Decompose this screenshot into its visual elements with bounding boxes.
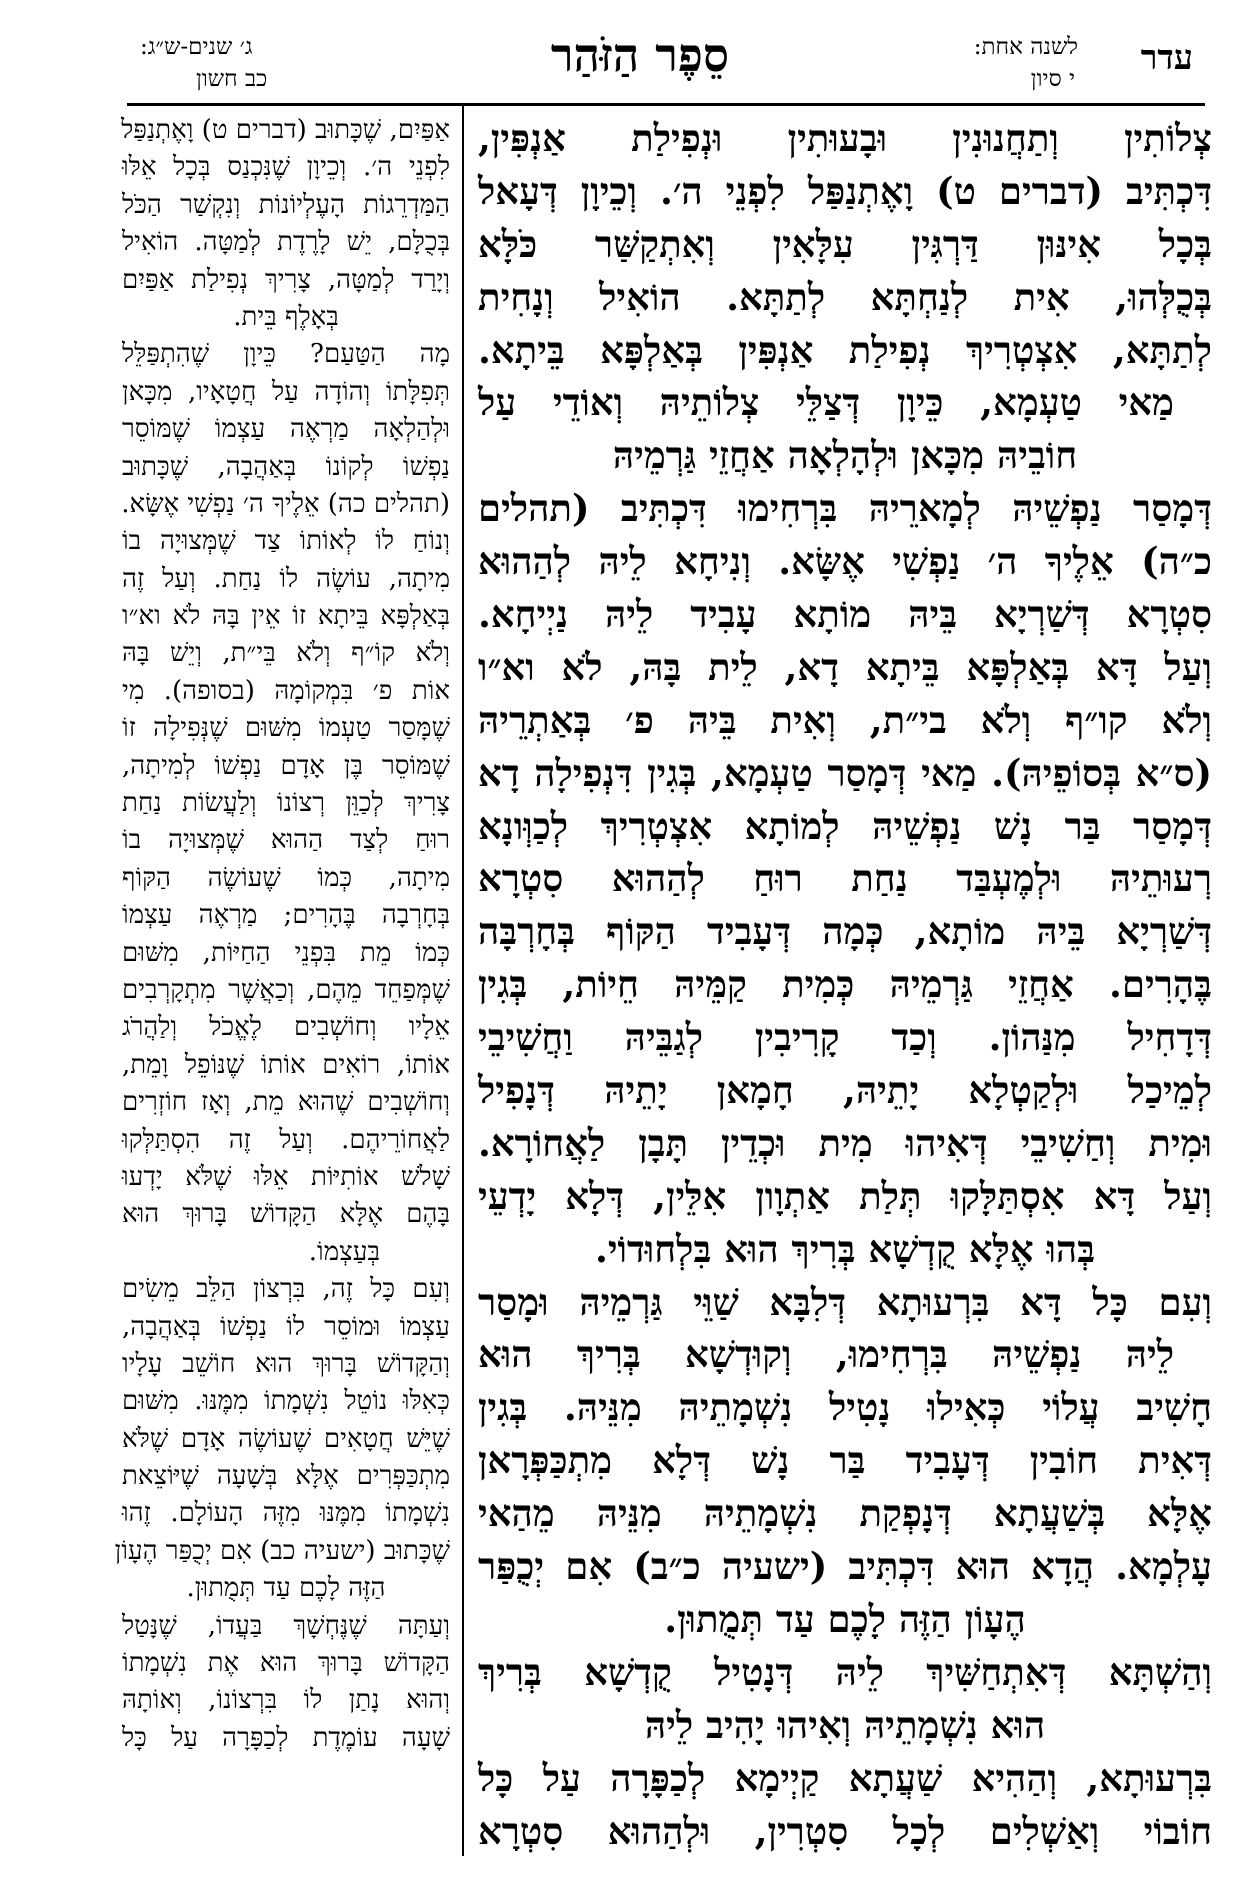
- column-divider: [462, 106, 464, 1856]
- text-line: אֶלָּא בְּשַׁעֲתָא דְּנָפְקַת נִשְׁמָתֵיהּ מִנֵּיהּ מֵהַאי: [478, 1491, 1212, 1536]
- text-line: הַמַּדְרֵגוֹת הָעֶלְיוֹנוֹת וְנִקְשַׁר הַכֹּל: [122, 189, 450, 220]
- text-line: לֵיהּ נַפְשֵׁיהּ בִּרְחִימוּ, וְקוּדְשָׁא בְּרִיךְ הוּא: [478, 1332, 1174, 1377]
- text-line: מִתְכַּפְּרִים אֶלָּא בְּשָׁעָה שֶׁיּוֹצֵאת: [122, 1461, 450, 1492]
- text-line: בְּאַלְפָּא בֵּיתָא זוֹ אֵין בָּהּ לֹא וא״ו: [122, 601, 450, 632]
- text-line: שֶׁמְּפַחֵד מֵהֶם, וְכַאֲשֶׁר מִתְקָרְבִים: [122, 974, 450, 1005]
- text-line: וְחוֹשְׁבִים שֶׁהוּא מֵת, וְאָז חוֹזְרִים: [122, 1087, 450, 1118]
- main-column-aramaic: [478, 112, 1212, 1857]
- text-line: וְעִם כָּל זֶה, בִּרְצוֹן הַלֵּב מֵשִׂים: [122, 1274, 450, 1305]
- text-line: דְּדָחִיל מִנַּהוֹן. וְכַד קָרִיבִין לְגַבֵּיהּ וַחֲשִׁיבֵי: [478, 1015, 1212, 1060]
- text-line: נַפְשׁוֹ לְקוֹנוֹ בְּאַהֲבָה, שֶׁכָּתוּב: [122, 451, 450, 482]
- text-line: חוֹבֵיהּ מִכָּאן וּלְהָלְאָה אַחֲזֵי גַּרְמֵיהּ: [612, 433, 1078, 478]
- text-line: בְּחָרְבָה בֶּהָרִים; מַרְאֶה עַצְמוֹ: [122, 900, 450, 931]
- text-line: דְּשַׁרְיָא בֵּיהּ מוֹתָא, כְּמָה דְּעָבִיד הַקּוֹף בְּחָרְבָּה: [478, 909, 1212, 954]
- text-line: אֵלָיו וְחוֹשְׁבִים לֶאֱכֹל וְלַהֲרֹג: [122, 1012, 450, 1043]
- text-line: לִפְנֵי ה׳. וְכֵיוָן שֶׁנִּכְנַס בְּכָל אֵלּוּ: [122, 152, 450, 183]
- text-line: שֶׁיֵּשׁ חֲטָאִים שֶׁעוֹשֶׂה אָדָם שֶׁלֹּא: [122, 1423, 450, 1454]
- text-line: וְעִם כָּל דָּא בִּרְעוּתָא דְּלִבָּא שַׁוֵּי גַּרְמֵיהּ וּמָסַר: [478, 1279, 1212, 1324]
- text-line: לְתַתָּא, אִצְטְרִיךְ נְפִילַת אַנְפִּין בְּאַלְפָּא בֵּיתָא.: [478, 327, 1212, 372]
- folio-number: עדר: [1140, 38, 1193, 78]
- text-line: וְעַתָּה שֶׁנֶּחְשָׁךְ בַּעֲדוֹ, שֶׁנָּטַל: [122, 1610, 450, 1641]
- text-line: וְלֹא קוֹ״ף וְלֹא בֵּי״ת, וְיֵשׁ בָּהּ: [122, 638, 450, 669]
- text-line: הֶעָוֹן הַזֶּה לָכֶם עַד תְּמֻתוּן.: [664, 1596, 1026, 1641]
- text-line: בְּעַצְמוֹ.: [308, 1236, 380, 1267]
- text-line: בָּהֶם אֶלָּא הַקָּדוֹשׁ בָּרוּךְ הוּא: [122, 1199, 450, 1230]
- text-line: חוֹבוֹי וְאַשְׁלִים לְכָל סִטְרִין, וּלְהַהוּא סִטְרָא: [478, 1808, 1212, 1853]
- text-line: שָׁעָה עוֹמֶדֶת לְכַפָּרָה עַל כָּל: [122, 1722, 450, 1753]
- text-line: מִיתָה, כְּמוֹ שֶׁעוֹשֶׂה הַקּוֹף: [122, 862, 450, 893]
- book-title: סֵפֶר הַזֹּהַר: [550, 28, 730, 82]
- text-line: וְעַל דָּא אִסְתַּלָּקוּ תְּלַת אַתְוָון אִלֵּין, דְּלָא יָדְעֵי: [478, 1173, 1212, 1218]
- text-line: רְעוּתֵיהּ וּלְמֶעְבַּד נַחַת רוּחַ לְהַהוּא סִטְרָא: [478, 856, 1212, 901]
- text-line: וְהַשְׁתָּא דְּאִתְחַשִּׁיךְ לֵיהּ דְּנָטִיל קֻדְשָׁא בְּרִיךְ: [478, 1649, 1212, 1694]
- text-line: וְלֹא קו״ף וְלֹא בי״ת, וְאִית בֵּיהּ פ׳ בְּאַתְרֵיהּ: [478, 697, 1212, 742]
- text-line: דְּמָסַר בַּר נָשׁ נַפְשֵׁיהּ לְמוֹתָא אִצְטְרִיךְ לְכַוְּונָא: [478, 803, 1212, 848]
- text-line: צְלוֹתִין וְתַחֲנוּנִין וּבָעוּתִין וּנְפִילַת אַנְפִּין,: [478, 116, 1212, 160]
- header-right-line-1: לשנה אחת:: [973, 34, 1078, 60]
- text-line: וְנוֹחַ לוֹ לְאוֹתוֹ צַד שֶׁמְּצוּיָה בוֹ: [122, 526, 450, 557]
- text-line: בֶּהָרִים. אַחֲזֵי גַּרְמֵיהּ כְּמִית קַמֵּיהּ חֵיוֹת, בְּגִין: [478, 962, 1212, 1007]
- text-line: הַזֶּה לָכֶם עַד תְּמֻתוּן.: [186, 1573, 386, 1604]
- text-line: מִיתָה, עוֹשֶׂה לוֹ נַחַת. וְעַל זֶה: [122, 563, 450, 594]
- header-rule: [127, 103, 1205, 106]
- text-line: עַצְמוֹ וּמוֹסֵר לוֹ נַפְשׁוֹ בְּאַהֲבָה,: [122, 1311, 450, 1342]
- text-line: חָשִׁיב עֲלוֹי כְּאִילוּ נָטִיל נִשְׁמָתֵיהּ מִנֵּיהּ. בְּגִין: [478, 1385, 1212, 1430]
- text-line: מַאי טַעְמָא, כֵּיוָן דְּצַלֵּי צְלוֹתֵיהּ וְאוֹדֵי עַל: [478, 380, 1174, 425]
- text-line: שֶׁמּוֹסֵר בֶּן אָדָם נַפְשׁוֹ לְמִיתָה,: [122, 750, 450, 781]
- text-line: וּמִית וְחַשִׁיבֵי דְּאִיהוּ מִית וּכְדֵין תָּבָן לַאֲחוֹרָא.: [478, 1120, 1212, 1165]
- text-line: וְעַל דָּא בְּאַלְפָּא בֵּיתָא דָא, לֵית בָּהּ, לֹא וא״ו: [478, 644, 1212, 689]
- side-column-translation: [114, 112, 450, 1757]
- text-line: הַקָּדוֹשׁ בָּרוּךְ הוּא אֶת נִשְׁמָתוֹ: [122, 1648, 450, 1679]
- text-line: שָׁלֹשׁ אוֹתִיּוֹת אֵלּוּ שֶׁלֹּא יָדְעוּ: [122, 1161, 450, 1192]
- text-line: תְּפִלָּתוֹ וְהוֹדָה עַל חֲטָאָיו, מִכָּאן: [122, 376, 450, 407]
- text-line: כ״ה) אֵלֶיךָ ה׳ נַפְשִׁי אֶשָּׂא. וְנִיחָא לֵיהּ לְהַהוּא: [478, 539, 1212, 584]
- text-line: נִשְׁמָתוֹ מִמֶּנּוּ מִזֶּה הָעוֹלָם. זֶהוּ: [122, 1498, 450, 1529]
- text-line: לְמֵיכַל וּלְקַטְלָא יָתֵיהּ, חָמָאן יָתֵיהּ דְּנָפִיל: [478, 1068, 1212, 1113]
- text-line: עָלְמָא. הֲדָא הוּא דִּכְתִּיב (ישעיה כ״ב) אִם יְכֻפַּר: [478, 1544, 1212, 1589]
- text-line: מָה הַטַּעַם? כֵּיוָן שֶׁהִתְפַּלֵּל: [122, 339, 450, 370]
- text-line: וְהוּא נָתַן לוֹ בִּרְצוֹנוֹ, וְאוֹתָהּ: [122, 1685, 450, 1716]
- text-line: וְהַקָּדוֹשׁ בָּרוּךְ הוּא חוֹשֵׁב עָלָיו: [122, 1348, 450, 1379]
- text-line: דְּאִית חוֹבִין דְּעָבִיד בַּר נָשׁ דְּלָא מִתְכַּפְּרָאן: [478, 1438, 1212, 1483]
- header-left-line-2: כב חשון: [196, 66, 268, 92]
- text-line: בְּכֻלָּם, יֵשׁ לָרֶדֶת לְמַטָּה. הוֹאִיל: [122, 227, 450, 258]
- text-line: בְּכָל אִינּוּן דַּרְגִּין עִלָּאִין וְאִתְקַשַּׁר כֹּלָּא: [478, 221, 1212, 266]
- text-line: אוֹת פ׳ בִּמְקוֹמָהּ (בסופה). מִי: [122, 675, 450, 706]
- text-line: בְּכֻלְּהוּ, אִית לְנַחְתָּא לְתַתָּא. הוֹאִיל וְנָחִית: [478, 274, 1212, 319]
- header-left-line-1: ג׳ שנים-ש״ג:: [140, 34, 253, 60]
- text-line: בְּהוּ אֶלָּא קֻדְשָׁא בְּרִיךְ הוּא בִּלְחוּדוֹי.: [594, 1226, 1096, 1271]
- text-line: וּלְהַלְאָה מַרְאֶה עַצְמוֹ שֶׁמּוֹסֵר: [122, 414, 450, 445]
- text-line: שֶׁמָּסַר טַעְמוֹ מִשּׁוּם שֶׁנְּפִילָה זוֹ: [122, 713, 450, 744]
- text-line: (ס״א בְּסוֹפֵיהּ). מַאי דְּמָסַר טַעְמָא, בְּגִין דִּנְפִילָה דָא: [478, 750, 1212, 795]
- text-line: צָרִיךְ לְכַוֵּן רְצוֹנוֹ וְלַעֲשׂוֹת נַחַת: [122, 788, 450, 819]
- text-line: אַפַּיִם, שֶׁכָּתוּב (דברים ט) וָאֶתְנַפַּל: [121, 115, 450, 145]
- text-line: דִּכְתִּיב (דברים ט) וָאֶתְנַפַּל לִפְנֵי ה׳. וְכֵיוָן דְּעָאל: [478, 168, 1212, 213]
- text-line: כְּמוֹ מֵת בִּפְנֵי הַחַיּוֹת, מִשּׁוּם: [122, 937, 450, 968]
- text-line: בִּרְעוּתָא, וְהַהִיא שַׁעֲתָא קַיְימָא לְכַפָּרָה עַל כָּל: [478, 1755, 1212, 1800]
- text-line: רוּחַ לְצַד הַהוּא שֶׁמְּצוּיָה בוֹ: [122, 825, 450, 856]
- text-line: בְּאָלֶף בֵּית.: [233, 301, 339, 332]
- text-line: וְיָרַד לְמַטָּה, צָרִיךְ נְפִילַת אַפַּיִם: [122, 264, 450, 295]
- text-line: הוּא נִשְׁמָתֵיהּ וְאִיהוּ יָהִיב לֵיהּ: [644, 1702, 1046, 1747]
- text-line: סִטְרָא דְּשַׁרְיָא בֵּיהּ מוֹתָא עָבִיד לֵיהּ נַיְיחָא.: [478, 592, 1212, 637]
- text-line: (תהלים כה) אֵלֶיךָ ה׳ נַפְשִׁי אֶשָּׂא.: [121, 488, 450, 519]
- text-line: אוֹתוֹ, רוֹאִים אוֹתוֹ שֶׁנּוֹפֵל וָמֵת,: [122, 1049, 450, 1080]
- text-line: לַאֲחוֹרֵיהֶם. וְעַל זֶה הִסְתַּלְּקוּ: [122, 1124, 450, 1155]
- text-line: דְּמָסַר נַפְשֵׁיהּ לְמָארֵיהּ בִּרְחִימוּ דִּכְתִּיב (תהלים: [478, 486, 1212, 531]
- text-line: כְּאִלּוּ נוֹטֵל נִשְׁמָתוֹ מִמֶּנּוּ. מִשּׁוּם: [122, 1386, 450, 1417]
- header-right-line-2: י סיון: [1030, 66, 1075, 92]
- text-line: שֶׁכָּתוּב (ישעיה כב) אִם יְכֻפַּר הֶעָוֹן: [114, 1535, 450, 1566]
